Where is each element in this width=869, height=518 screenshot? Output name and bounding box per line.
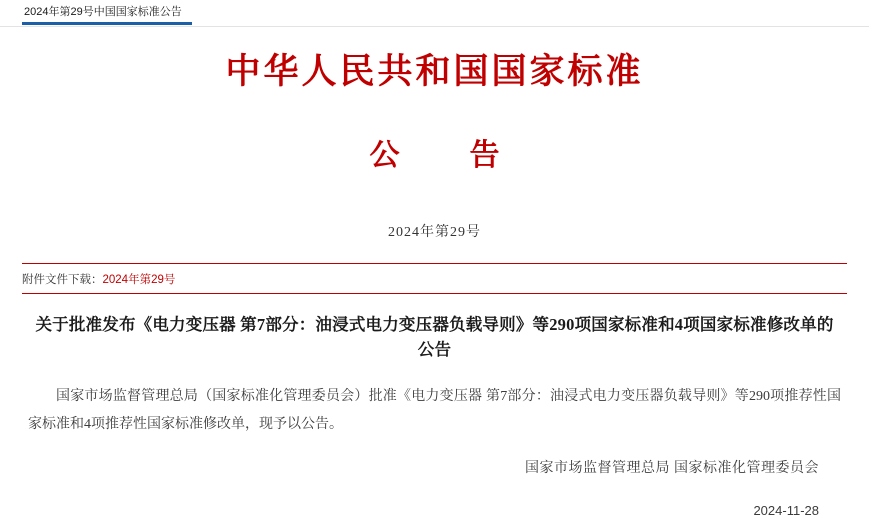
browser-tab-bar: [0, 0, 869, 27]
page-subtitle: 公 告: [369, 138, 520, 172]
page-title: 中华人民共和国国家标准: [225, 52, 644, 91]
title-block: [0, 27, 869, 241]
publish-date: 2024-11-28: [753, 502, 819, 518]
attachment-label: 附件文件下载：: [22, 273, 103, 286]
attachment-download-link[interactable]: 2024年第29号: [102, 273, 176, 286]
tab-label: 2024年第29号中国国家标准公告: [24, 6, 182, 18]
announcement-headline: 关于批准发布《电力变压器 第7部分：油浸式电力变压器负载导则》等290项国家标准和4项国家标准修改单的公告: [35, 314, 834, 360]
tab-standard-announcement[interactable]: [22, 0, 192, 25]
issuing-authority: 国家市场监督管理总局 国家标准化管理委员会: [525, 460, 819, 476]
announcement-body: 国家市场监督管理总局（国家标准化管理委员会）批准《电力变压器 第7部分：油浸式电力变压器负载导则》等290项推荐性国家标准和4项推荐性国家标准修改单，现予以公告。: [28, 388, 841, 432]
attachment-divider: [22, 293, 847, 294]
top-divider: [22, 263, 847, 264]
attachment-row: [22, 271, 869, 287]
issue-number: 2024年第29号: [388, 224, 481, 240]
